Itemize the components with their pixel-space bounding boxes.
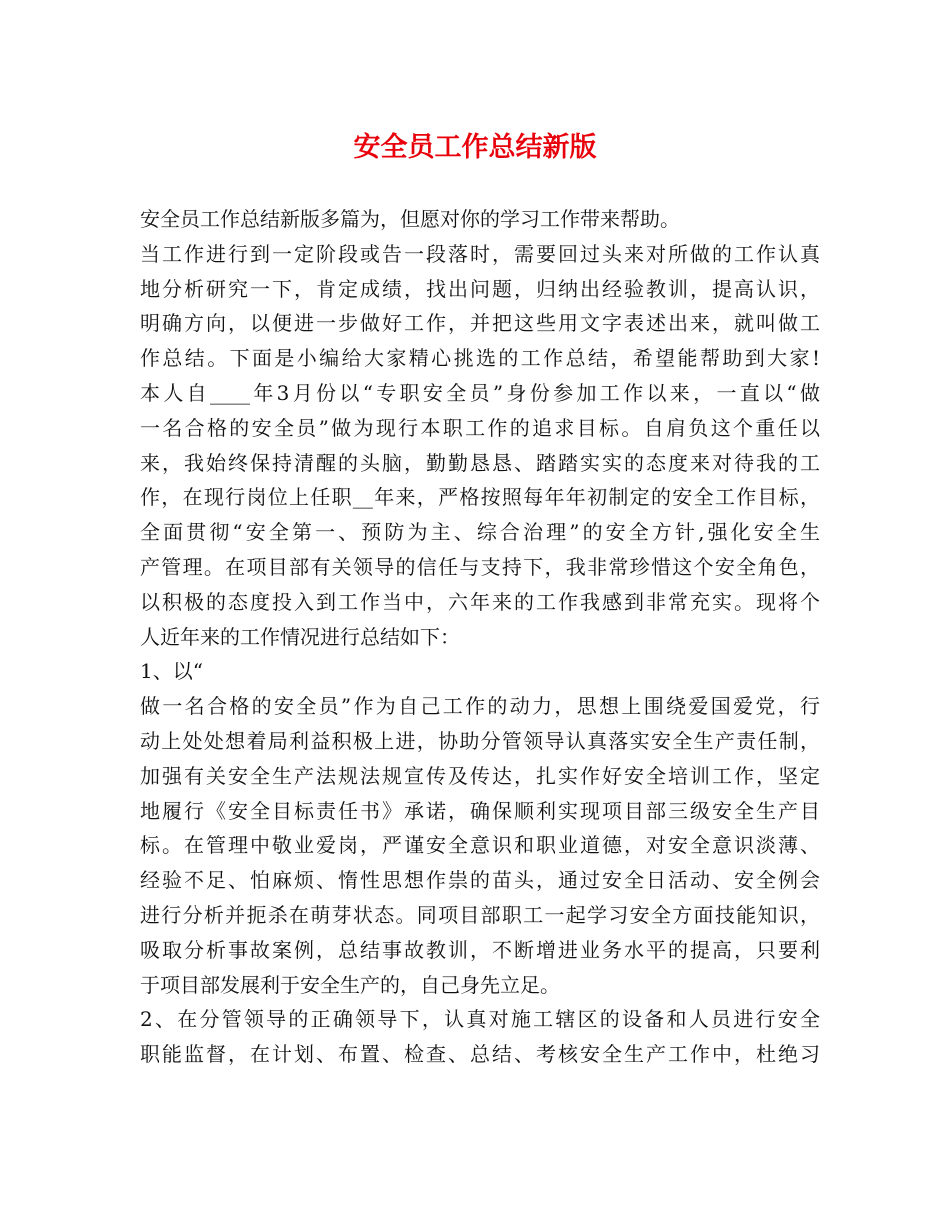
body-text-line: 地履行《安全目标责任书》承诺，确保顺利实现项目部三级安全生产目 xyxy=(140,798,820,823)
body-text-line: 来，我始终保持清醒的头脑，勤勤恳恳、踏踏实实的态度来对待我的工 xyxy=(140,450,820,475)
body-text-line: 1、以“ xyxy=(140,659,203,684)
body-text-line: 2、在分管领导的正确领导下，认真对施工辖区的设备和人员进行安全 xyxy=(140,1007,820,1032)
body-text-line: 当工作进行到一定阶段或告一段落时，需要回过头来对所做的工作认真 xyxy=(140,241,820,266)
body-text-line: 地分析研究一下，肯定成绩，找出问题，归纳出经验教训，提高认识， xyxy=(140,276,820,301)
body-text-line: 本人自____年3月份以“专职安全员”身份参加工作以来，一直以“做 xyxy=(140,380,820,405)
document-title: 安全员工作总结新版 xyxy=(353,132,597,163)
body-text-line: 明确方向，以便进一步做好工作，并把这些用文字表述出来，就叫做工 xyxy=(140,311,820,336)
body-text-line: 职能监督，在计划、布置、检查、总结、考核安全生产工作中，杜绝习 xyxy=(140,1042,820,1067)
document-body xyxy=(140,202,820,1072)
body-text-line: 产管理。在项目部有关领导的信任与支持下，我非常珍惜这个安全角色， xyxy=(140,554,820,579)
body-text-line: 动上处处想着局利益积极上进，协助分管领导认真落实安全生产责任制， xyxy=(140,728,820,753)
body-text-line: 以积极的态度投入到工作当中，六年来的工作我感到非常充实。现将个 xyxy=(140,589,820,614)
body-text-line: 于项目部发展利于安全生产的，自己身先立足。 xyxy=(140,972,560,997)
body-text-line: 作，在现行岗位上任职__年来，严格按照每年年初制定的安全工作目标， xyxy=(140,485,820,510)
body-text-line: 作总结。下面是小编给大家精心挑选的工作总结，希望能帮助到大家! xyxy=(140,346,820,371)
body-text-line: 人近年来的工作情况进行总结如下： xyxy=(140,624,460,649)
body-text-line: 标。在管理中敬业爱岗，严谨安全意识和职业道德，对安全意识淡薄、 xyxy=(140,833,820,858)
body-text-line: 一名合格的安全员”做为现行本职工作的追求目标。自肩负这个重任以 xyxy=(140,415,820,440)
body-text-line: 进行分析并扼杀在萌芽状态。同项目部职工一起学习安全方面技能知识， xyxy=(140,902,820,927)
body-text-line: 经验不足、怕麻烦、惰性思想作祟的苗头，通过安全日活动、安全例会 xyxy=(140,868,820,893)
body-text-line: 吸取分析事故案例，总结事故教训，不断增进业务水平的提高，只要利 xyxy=(140,937,820,962)
body-text-line: 全面贯彻“安全第一、预防为主、综合治理”的安全方针,强化安全生 xyxy=(140,520,820,545)
body-text-line: 加强有关安全生产法规法规宣传及传达，扎实作好安全培训工作，坚定 xyxy=(140,763,820,788)
body-text-line: 安全员工作总结新版多篇为，但愿对你的学习工作带来帮助。 xyxy=(140,207,680,231)
body-text-line: 做一名合格的安全员”作为自己工作的动力，思想上围绕爱国爱党，行 xyxy=(140,694,820,719)
